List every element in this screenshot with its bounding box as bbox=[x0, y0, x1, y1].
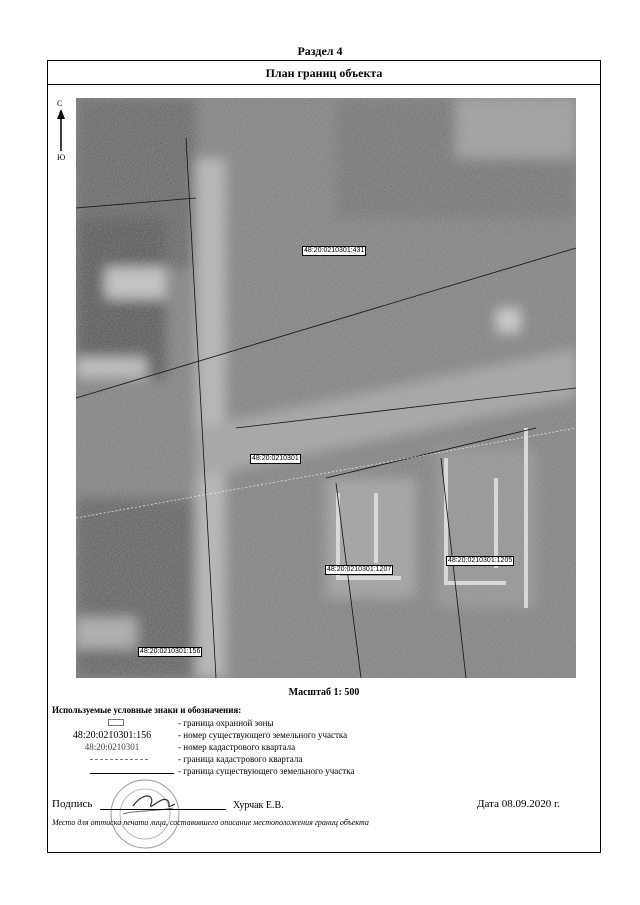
legend-text: - номер существующего земельного участка bbox=[178, 730, 348, 740]
signature-label: Подпись bbox=[52, 798, 93, 810]
north-label: С bbox=[57, 99, 63, 108]
protection-zone-symbol-icon bbox=[108, 719, 124, 726]
legend-text: - номер кадастрового квартала bbox=[178, 742, 296, 752]
north-arrow-icon bbox=[52, 99, 70, 229]
stamp-note: Место для оттиска печати лица, составившего описание местоположения границ объекта bbox=[52, 818, 369, 827]
legend-symbol-text: 48:20:0210301:156 bbox=[72, 730, 152, 741]
legend-item bbox=[48, 742, 600, 753]
signer-name: Хурчак Е.В. bbox=[233, 800, 284, 811]
legend-text: - граница существующего земельного участка bbox=[178, 766, 355, 776]
parcel-label: 48:20:0210301:1205 bbox=[448, 557, 513, 564]
legend-item bbox=[48, 754, 600, 765]
map-scale: Масштаб 1: 500 bbox=[288, 687, 360, 698]
legend-text: - граница кадастрового квартала bbox=[178, 754, 303, 764]
aerial-map[interactable] bbox=[76, 98, 576, 678]
signature-line bbox=[100, 809, 226, 810]
parcel-label: 48:20:0210301:156 bbox=[140, 648, 201, 655]
section-title: Раздел 4 bbox=[297, 44, 343, 58]
legend-text: - граница охранной зоны bbox=[178, 718, 274, 728]
parcel-label: 48:20:0210301:1207 bbox=[327, 566, 392, 573]
legend-symbol-text: 48:20:0210301 bbox=[84, 742, 140, 752]
legend-item bbox=[48, 718, 600, 729]
legend-title: Используемые условные знаки и обозначения: bbox=[52, 705, 242, 715]
quarter-boundary-symbol-icon bbox=[90, 759, 148, 760]
parcel-label: 48:20:0210301:431 bbox=[304, 247, 365, 254]
south-label: Ю bbox=[57, 153, 66, 162]
page-title: План границ объекта bbox=[48, 61, 600, 85]
document-frame bbox=[47, 60, 601, 853]
legend-item bbox=[48, 730, 600, 741]
seal-stamp-icon bbox=[103, 774, 193, 852]
quarter-label: 48:20:0210301 bbox=[252, 455, 299, 462]
document-date: Дата 08.09.2020 г. bbox=[477, 798, 560, 810]
